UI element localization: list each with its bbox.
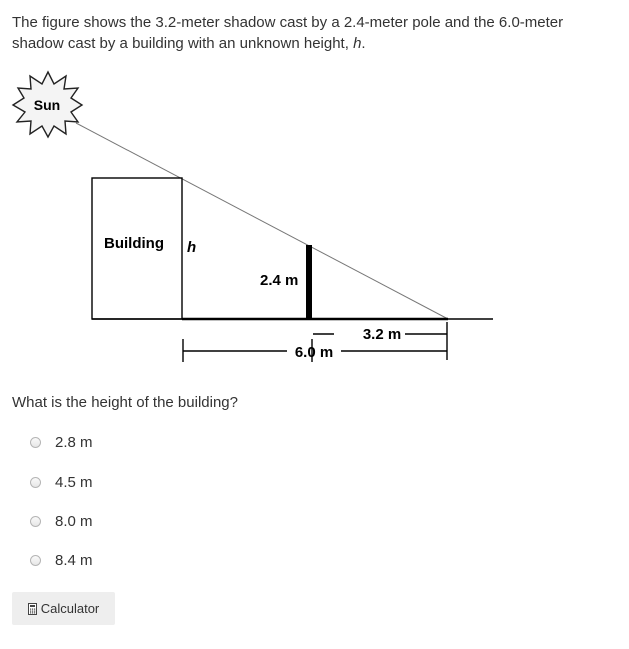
radio-button[interactable] bbox=[30, 555, 41, 566]
choice-label: 8.0 m bbox=[55, 513, 93, 530]
shadow-diagram bbox=[0, 60, 629, 370]
radio-button[interactable] bbox=[30, 437, 41, 448]
choice-d[interactable] bbox=[30, 552, 93, 569]
question-prompt bbox=[12, 12, 602, 54]
building-shadow-label: 6.0 m bbox=[294, 344, 334, 361]
choice-a[interactable] bbox=[30, 434, 93, 451]
choice-c[interactable] bbox=[30, 513, 93, 530]
question-text: What is the height of the building? bbox=[12, 394, 238, 411]
radio-button[interactable] bbox=[30, 516, 41, 527]
prompt-variable: h bbox=[353, 35, 362, 52]
sun-label: Sun bbox=[33, 97, 61, 113]
choice-label: 2.8 m bbox=[55, 434, 93, 451]
pole-shadow-label: 3.2 m bbox=[362, 326, 402, 343]
calculator-button[interactable] bbox=[12, 592, 115, 625]
pole bbox=[306, 245, 312, 319]
calculator-icon bbox=[28, 603, 37, 615]
height-label: h bbox=[187, 239, 197, 256]
pole-label: 2.4 m bbox=[260, 272, 299, 289]
choice-b[interactable] bbox=[30, 474, 93, 491]
prompt-text: The figure shows the 3.2-meter shadow cast by a 2.4-meter pole and the 6.0-meter shadow cast by a building with an unknown height, bbox=[12, 14, 564, 52]
building-label: Building bbox=[104, 235, 164, 252]
choice-label: 4.5 m bbox=[55, 474, 93, 491]
prompt-end: . bbox=[361, 35, 366, 52]
radio-button[interactable] bbox=[30, 477, 41, 488]
choice-label: 8.4 m bbox=[55, 552, 93, 569]
calculator-label: Calculator bbox=[40, 601, 100, 616]
